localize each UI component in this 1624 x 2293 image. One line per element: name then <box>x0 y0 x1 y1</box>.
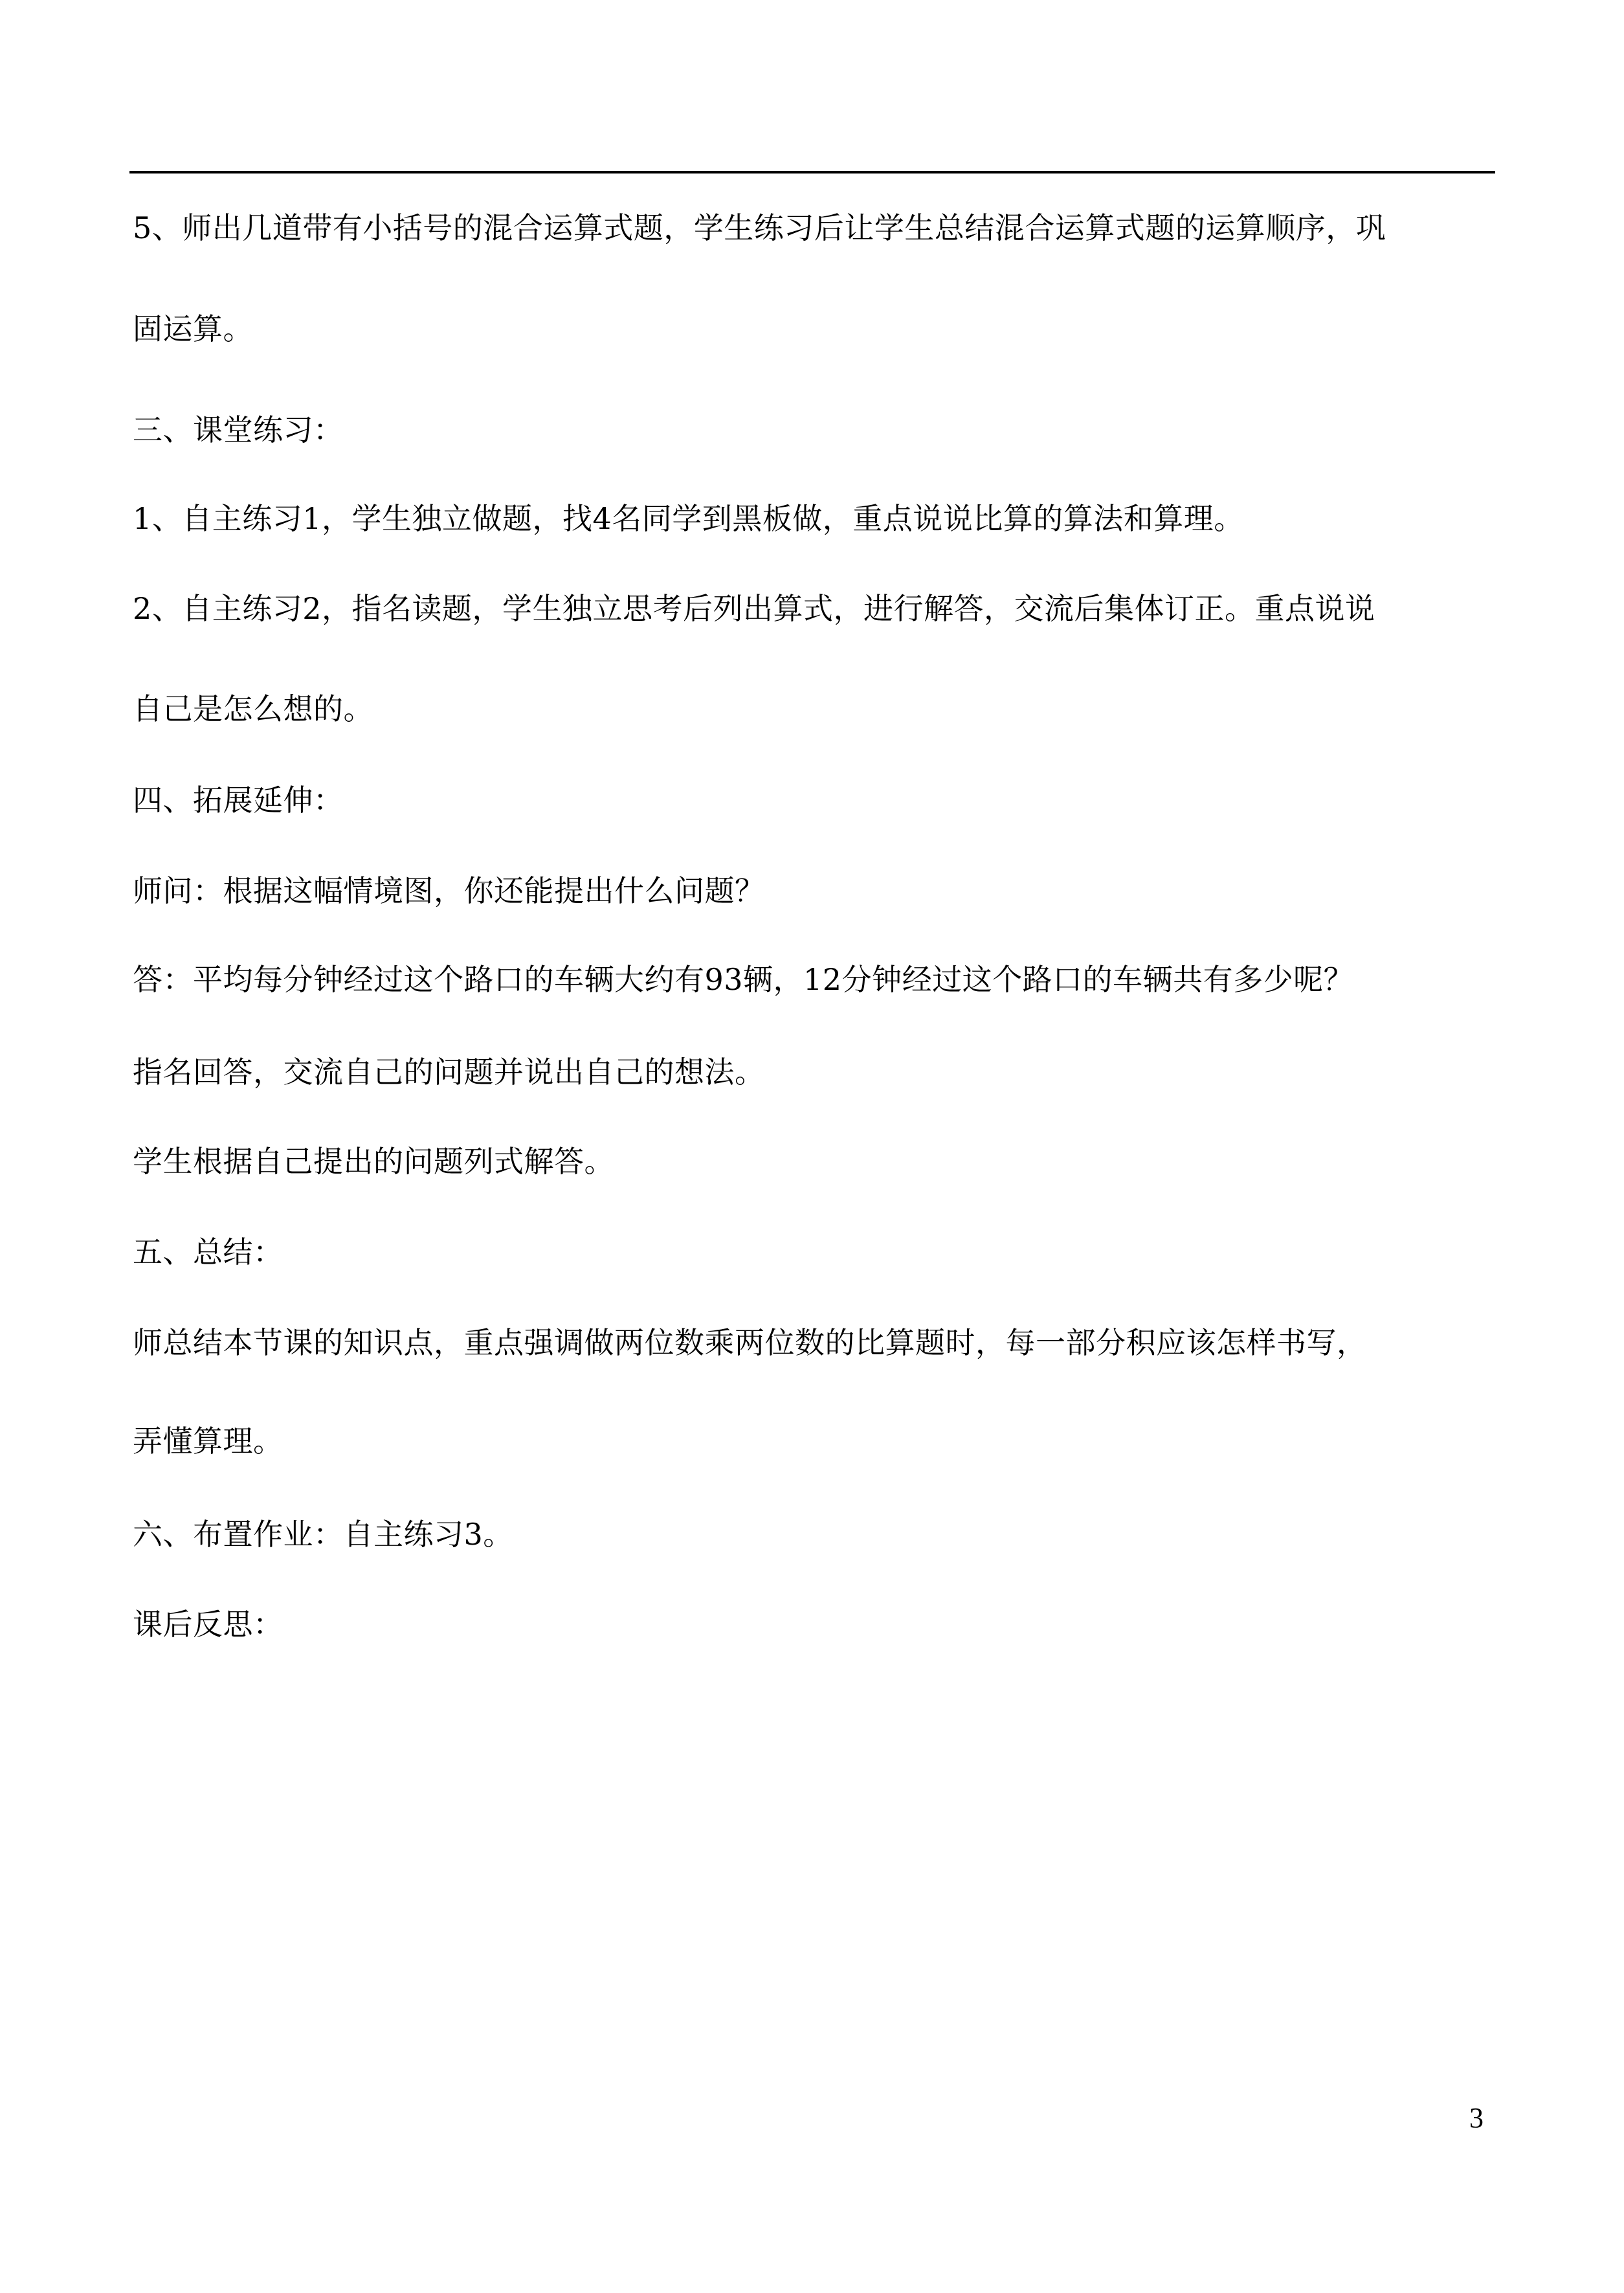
section-heading: 六、布置作业：自主练习3。 <box>133 1517 513 1552</box>
text-line: 学生根据自己提出的问题列式解答。 <box>133 1144 614 1179</box>
text-line: 1、自主练习1，学生独立做题，找4名同学到黑板做，重点说说比算的算法和算理。 <box>133 501 1244 536</box>
text-line: 自己是怎么想的。 <box>133 691 373 726</box>
text-line: 师问：根据这幅情境图，你还能提出什么问题？ <box>133 873 765 908</box>
section-heading: 三、课堂练习： <box>133 412 344 447</box>
text-line: 2、自主练习2，指名读题，学生独立思考后列出算式，进行解答，交流后集体订正。重点说说 <box>133 591 1375 626</box>
text-line: 固运算。 <box>133 311 253 346</box>
header-rule <box>129 171 1495 173</box>
section-heading: 五、总结： <box>133 1235 284 1270</box>
text-line: 答：平均每分钟经过这个路口的车辆大约有93辆，12分钟经过这个路口的车辆共有多少呢？ <box>133 962 1354 997</box>
text-line: 师总结本节课的知识点，重点强调做两位数乘两位数的比算题时，每一部分积应该怎样书写， <box>133 1325 1367 1360</box>
page-number: 3 <box>1469 2102 1484 2134</box>
text-line: 弄懂算理。 <box>133 1424 284 1459</box>
text-line: 指名回答，交流自己的问题并说出自己的想法。 <box>133 1055 765 1090</box>
section-heading: 四、拓展延伸： <box>133 783 344 818</box>
text-line: 5、师出几道带有小括号的混合运算式题，学生练习后让学生总结混合运算式题的运算顺序，巩 <box>133 210 1386 245</box>
section-heading: 课后反思： <box>133 1607 284 1642</box>
